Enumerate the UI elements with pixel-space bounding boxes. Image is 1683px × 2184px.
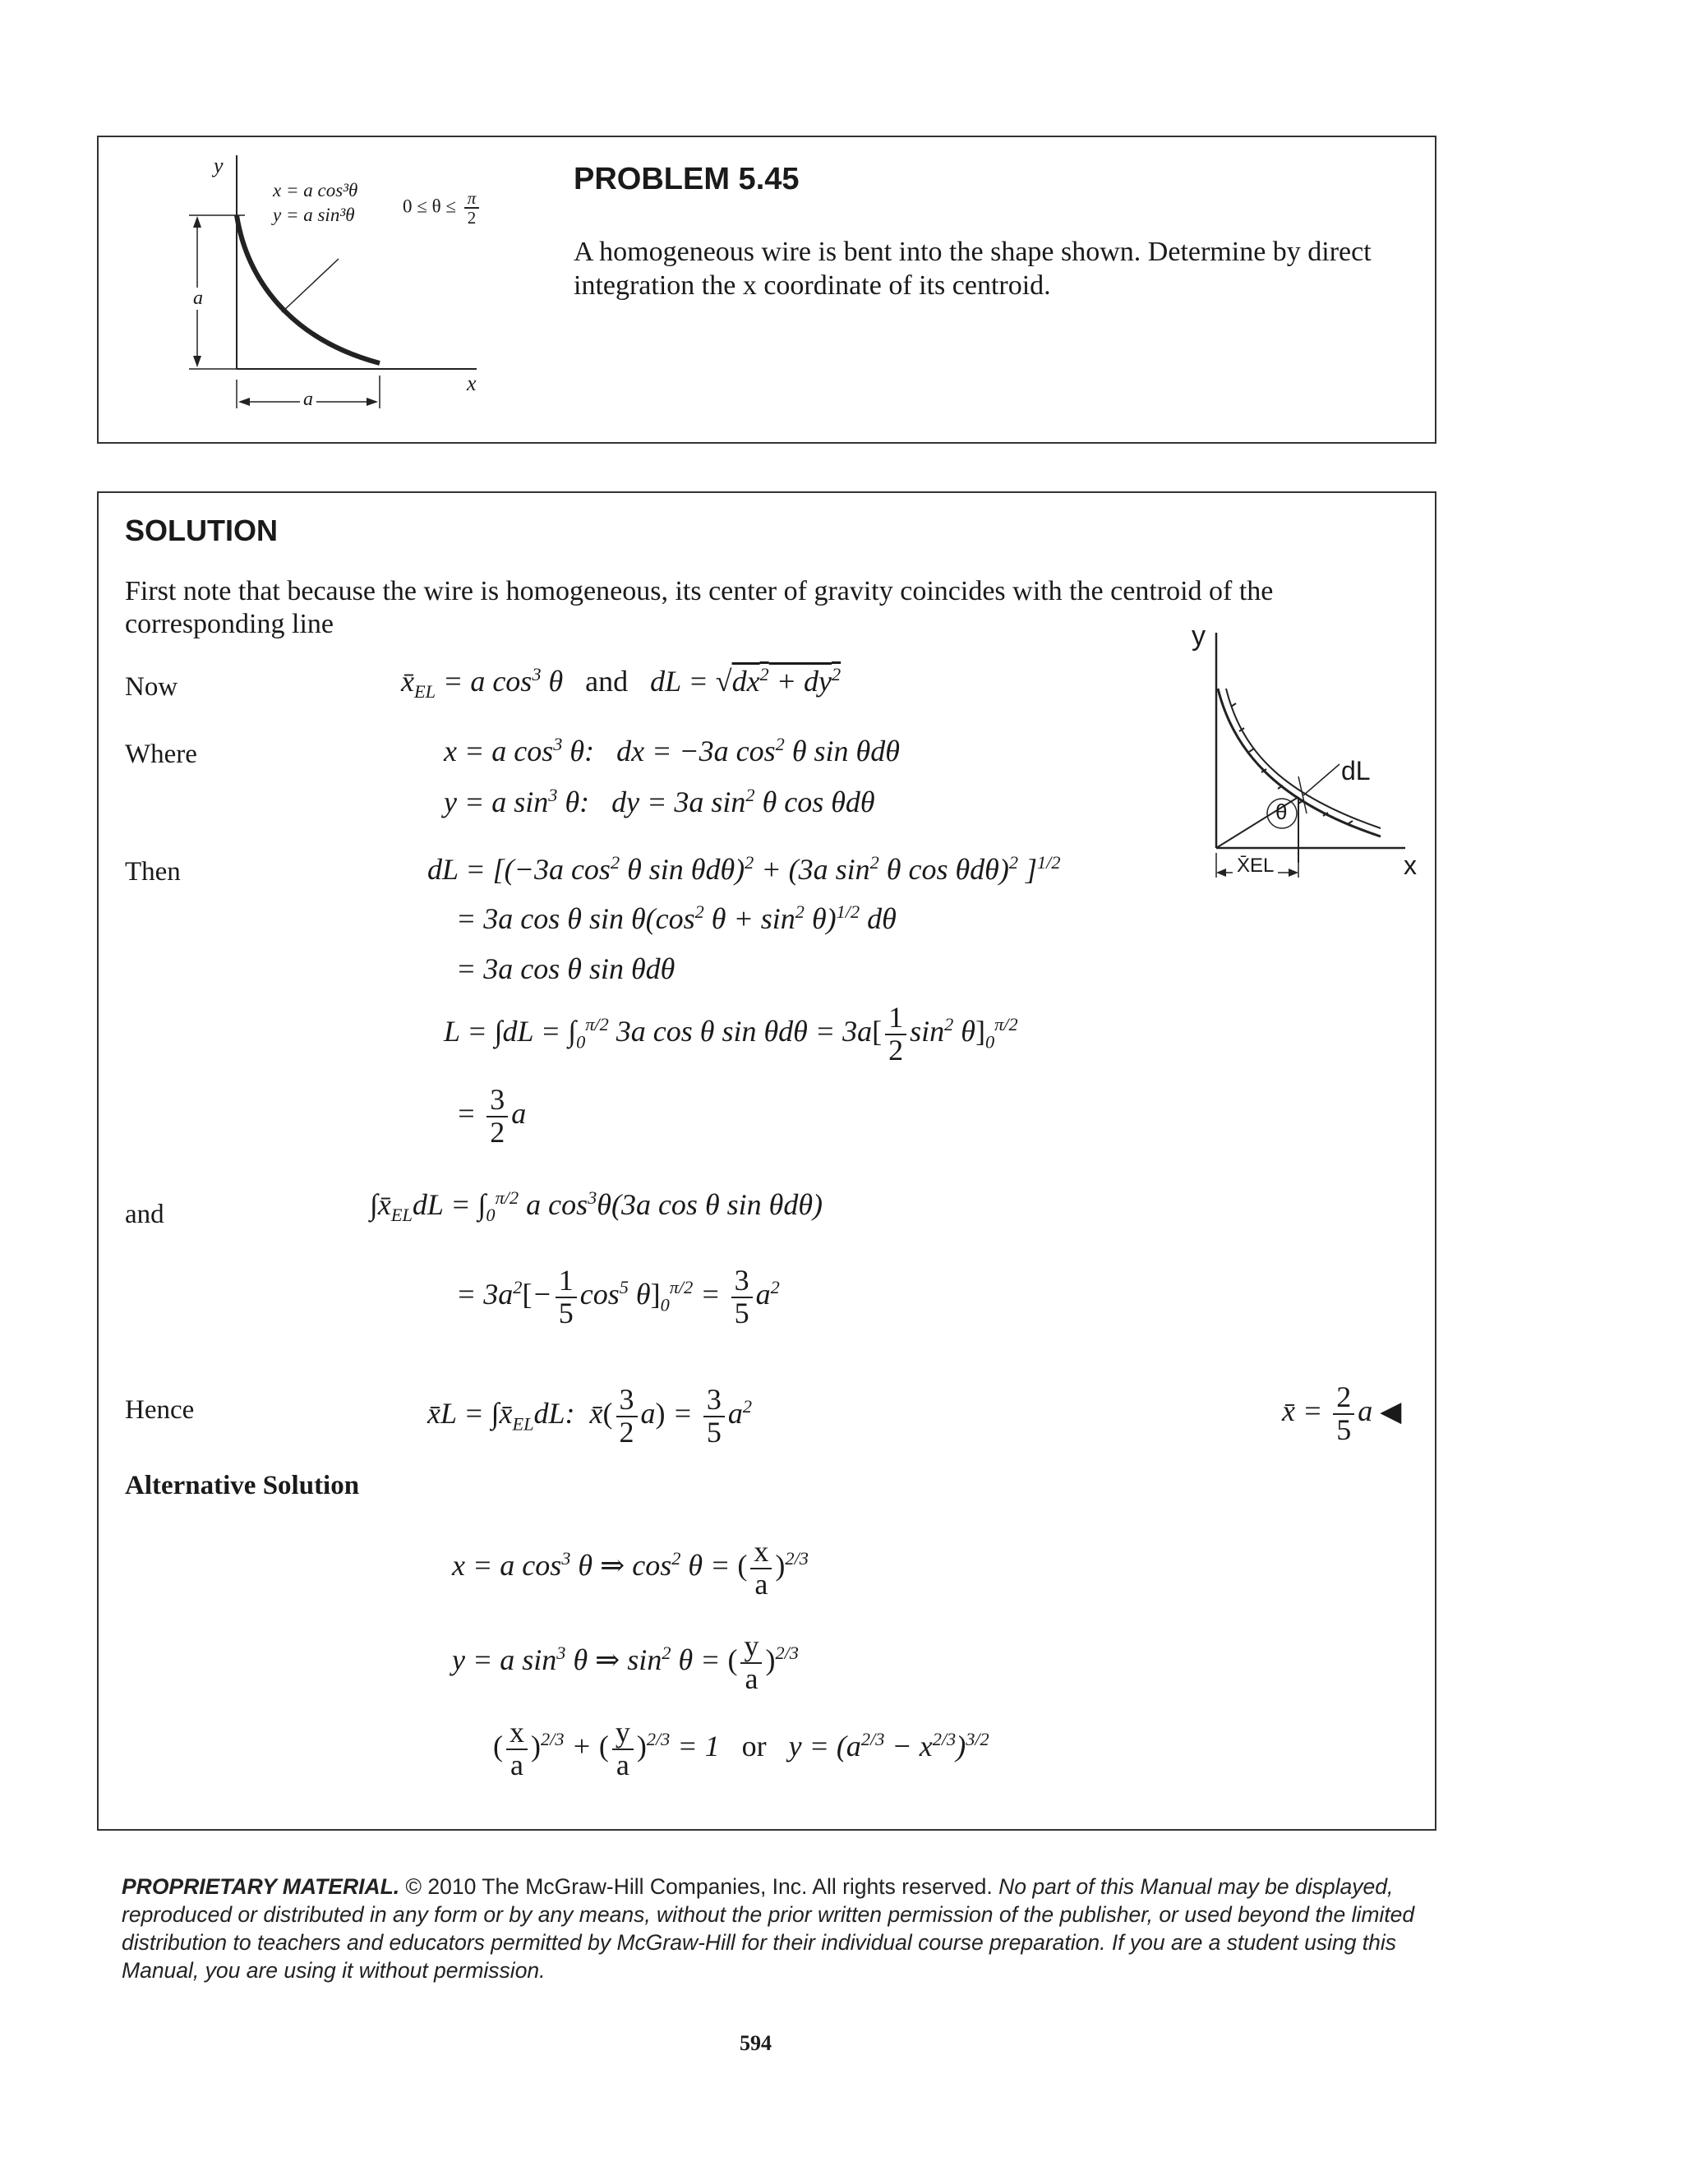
solution-intro: First note that because the wire is homogeneous, its center of gravity coincides with the centroid of the corresponding line xyxy=(125,576,1274,640)
eq-then-3: = 3a cos θ sin θdθ xyxy=(456,952,676,985)
solution-heading: SOLUTION xyxy=(125,514,278,547)
figure-y-axis-label: y xyxy=(214,154,224,177)
answer-marker-icon: ◀ xyxy=(1380,1397,1402,1428)
eq-hence: x̄L = $\int x̄_{EL}dL$: x̄( $\frac{3}{2}$ a) = $\frac{3}{5}$ $a^2$ xyxy=(427,1383,752,1449)
eq-where-y: y = a $\sin^3 \theta$: dy = 3a $\sin^2 \theta$ cos θdθ xyxy=(444,785,875,818)
figure-theta-range: 0 ≤ θ ≤ $\frac{\pi}{2}$ xyxy=(403,189,482,227)
figure-eq-x: x = a cos³θ xyxy=(273,180,358,200)
eq-moment-result: = $3a^2[-$ $\frac{1}{5}$ $\cos^5 \theta]_0^{\pi/2}$ = $\frac{3}{5}$ $a^2$ xyxy=(456,1264,780,1329)
copyright-footer xyxy=(122,1873,1436,1985)
figure-dim-horizontal: a xyxy=(300,389,316,411)
problem-statement: A homogeneous wire is bent into the shape shown. Determine by direct integration the x coordinate of its centroid. xyxy=(574,237,1372,301)
alt-solution-heading: Alternative Solution xyxy=(125,1471,360,1500)
problem-title: PROBLEM 5.45 xyxy=(574,162,800,196)
sketch-xel-label: X̄EL xyxy=(1237,855,1275,877)
page-number: 594 xyxy=(740,2031,772,2055)
eq-length-result: = $\frac{3}{2}$ a xyxy=(456,1083,527,1149)
figure-dim-vertical: a xyxy=(193,288,203,309)
sketch-theta-label: θ xyxy=(1275,799,1288,824)
solution-box xyxy=(97,491,1436,1831)
sketch-y-label: y xyxy=(1192,620,1206,652)
footer-notice: No part of this Manual may be displayed, reproduced or distributed in any form or by any means, without the prior written permission of the publisher, or used beyond the limited distribution to teachers and educators permitted by McGraw-Hill for their individual course preparation. If you are a student using this Manual, you are using it without permission. xyxy=(122,1874,1415,1983)
label-hence: Hence xyxy=(125,1395,195,1425)
eq-alt-1: x = a $\cos^3 \theta$ ⇒ $\cos^2 \theta$ = ( $\frac{x}{a}$ )$^{2/3}$ xyxy=(452,1535,809,1601)
eq-moment: $\int x̄_{EL}dL = \int_0^{\pi/2}$ a $\cos^3\theta(3a$ cos θ sin θdθ) xyxy=(370,1187,823,1226)
solution-sketch xyxy=(1109,616,1438,887)
eq-now: $x̄_{EL} = a$ $\cos^3 \theta$ and dL = $√dx^2 + dy^2$ xyxy=(401,664,842,703)
figure-eq-y: y = a sin³θ xyxy=(273,205,355,225)
eq-alt-3: ( $\frac{x}{a}$ )$^{2/3}$ + ( $\frac{y}{a}$ )$^{2/3}$ = 1 or $y = (a^{2/3} - x^{2/3})^{3/2}$ xyxy=(493,1716,989,1781)
sketch-x-label: x xyxy=(1404,850,1417,880)
footer-bold-label: PROPRIETARY MATERIAL. xyxy=(122,1874,400,1899)
figure-x-axis-label: x xyxy=(467,371,477,395)
eq-then-2: = 3a cos θ $\sin \theta(\cos^2$ $\theta + \sin^2 \theta)^{1/2}$ dθ xyxy=(456,901,897,935)
problem-box xyxy=(97,136,1436,444)
final-answer: x̄ = $\frac{2}{5}$ a ◀ xyxy=(1282,1380,1402,1446)
label-then: Then xyxy=(125,857,181,887)
label-and: and xyxy=(125,1200,164,1229)
eq-where-x: x = a $\cos^3 \theta$: dx = −3a $\cos^2 \theta$ sin θdθ xyxy=(444,734,900,767)
eq-length: $L = \int dL = \int_0^{\pi/2}$ 3a cos θ sin θdθ = 3a[ $\frac{1}{2}$ $\sin^2 \theta]_0^{\pi/2}$ xyxy=(444,1001,1018,1067)
eq-then-1: dL = [(−3a $\cos^2 \theta$ sin θdθ)$^2$ + (3a $\sin^2 \theta$ cos θdθ)$^2$ ]$^{1/2}$ xyxy=(427,852,1061,886)
label-now: Now xyxy=(125,672,178,702)
footer-copyright: © 2010 The McGraw-Hill Companies, Inc. All rights reserved. xyxy=(405,1874,993,1899)
eq-alt-2: y = a $\sin^3 \theta$ ⇒ $\sin^2 \theta$ = ( $\frac{y}{a}$ )$^{2/3}$ xyxy=(452,1629,799,1695)
label-where: Where xyxy=(125,740,197,769)
sketch-dl-label: dL xyxy=(1341,756,1371,786)
